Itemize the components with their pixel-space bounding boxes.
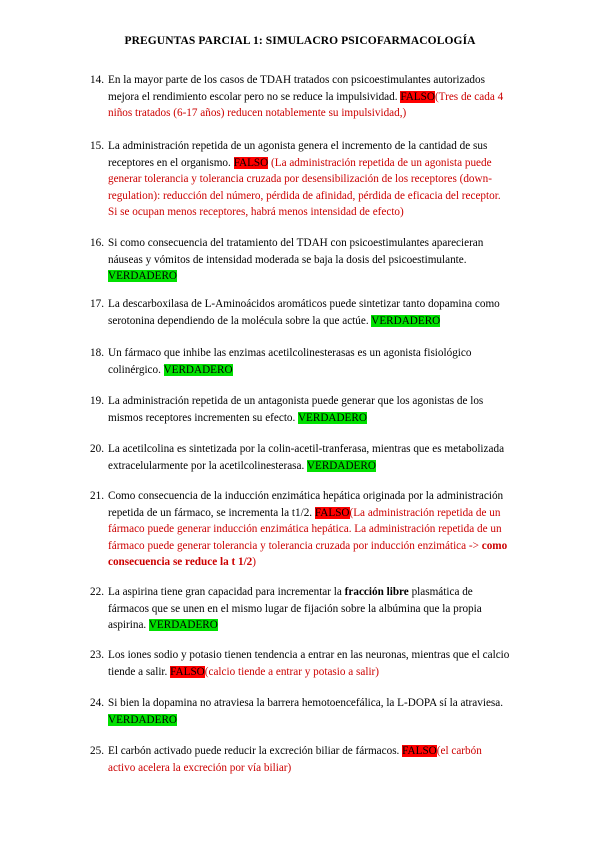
question-21	[90, 488, 510, 571]
question-25	[90, 743, 510, 776]
question-number: 18.	[90, 347, 104, 359]
explanation: (La administración repetida de un agonista puede generar tolerancia y tolerancia cruzada por desensibilización de los receptores (down-regulation): reducción del número, pérdida de afinidad, pérdida de eficacia del receptor. Si se ocupan menos receptores, habrá menos intensidad de efecto)	[108, 156, 501, 218]
question-number: 22.	[90, 586, 104, 598]
falso-badge: FALSO	[400, 90, 435, 103]
question-text: La administración repetida de un agonista genera el incremento de la cantidad de sus receptores en el organismo.	[108, 140, 488, 169]
question-text: La aspirina tiene gran capacidad para incrementar la	[108, 586, 342, 598]
verdadero-badge: VERDADERO	[297, 411, 367, 424]
verdadero-badge: VERDADERO	[148, 619, 218, 631]
question-text: El carbón activado puede reducir la excreción biliar de fármacos.	[108, 745, 400, 757]
question-14	[90, 72, 510, 122]
page-title: PREGUNTAS PARCIAL 1: SIMULACRO PSICOFARMACOLOGÍA	[124, 35, 476, 47]
verdadero-badge: VERDADERO	[108, 713, 177, 726]
question-number: 15.	[90, 140, 104, 152]
explanation: (calcio tiende a entrar y potasio a salir)	[204, 665, 380, 678]
question-text: Como consecuencia de la inducción enzimática hepática originada por la administración repetida de un fármaco, se incrementa la t1/2.	[108, 490, 504, 519]
question-text: Los iones sodio y potasio tienen tendencia a entrar en las neuronas, mientras que el calcio tiende a salir.	[108, 649, 510, 678]
question-text: La administración repetida de un antagonista puede generar que los agonistas de los mismos receptores incrementen su efecto.	[108, 395, 484, 424]
verdadero-badge: VERDADERO	[108, 270, 177, 282]
explanation-end: )	[252, 556, 257, 568]
question-number: 21.	[90, 490, 104, 502]
question-15	[90, 138, 510, 221]
question-number: 23.	[90, 649, 104, 661]
question-22	[90, 584, 510, 634]
question-23	[90, 647, 510, 680]
question-number: 17.	[90, 298, 104, 310]
question-20	[90, 441, 510, 474]
question-text-bold: fracción libre	[344, 586, 409, 598]
question-17	[90, 296, 510, 329]
question-text: La acetilcolina es sintetizada por la colin-acetil-tranferasa, mientras que es metabolizada extracelularmente por la acetilcolinesterasa.	[108, 443, 505, 472]
question-number: 16.	[90, 237, 104, 249]
question-text-cont: plasmática de fármacos que se unen en el mismo lugar de fijación sobre la albúmina que la propia aspirina.	[108, 586, 482, 631]
falso-badge: FALSO	[170, 665, 205, 678]
question-19	[90, 393, 510, 426]
verdadero-badge: VERDADERO	[163, 363, 233, 376]
verdadero-badge: VERDADERO	[306, 459, 376, 472]
question-number: 24.	[90, 697, 104, 709]
question-16	[90, 235, 510, 285]
question-number: 19.	[90, 395, 104, 407]
question-text: Si bien la dopamina no atraviesa la barrera hemotoencefálica, la L-DOPA sí la atraviesa.	[108, 697, 504, 709]
question-text: Un fármaco que inhibe las enzimas acetilcolinesterasas es un agonista fisiológico colinérgico.	[108, 347, 472, 376]
falso-badge: FALSO	[233, 156, 269, 169]
question-24	[90, 695, 510, 728]
explanation: (el carbón activo acelera la excreción por vía biliar)	[108, 745, 482, 774]
verdadero-badge: VERDADERO	[371, 314, 441, 327]
question-text: En la mayor parte de los casos de TDAH tratados con psicoestimulantes autorizados mejora el rendimiento escolar pero no se reduce la impulsividad.	[108, 74, 485, 103]
question-number: 20.	[90, 443, 104, 455]
falso-badge: FALSO	[402, 745, 437, 757]
explanation: (Tres de cada 4 niños tratados (6-17 años) reducen notablemente su impulsividad,)	[108, 90, 504, 119]
question-text: La descarboxilasa de L-Aminoácidos aromáticos puede sintetizar tanto dopamina como serotonina dependiendo de la molécula sobre la que actúe.	[108, 298, 500, 327]
question-text: Si como consecuencia del tratamiento del TDAH con psicoestimulantes aparecieran náuseas y vómitos de intensidad moderada se baja la dosis del psicoestimulante.	[108, 237, 484, 266]
explanation-bold: como consecuencia se reduce la t 1/2	[108, 539, 508, 568]
question-number: 14.	[90, 74, 104, 86]
question-number: 25.	[90, 745, 104, 757]
question-18	[90, 345, 510, 378]
explanation: (La administración repetida de un fármaco puede generar inducción enzimática hepática. La administración repetida de un fármaco puede generar tolerancia y tolerancia cruzada por inducción enzimática ->	[108, 506, 502, 552]
falso-badge: FALSO	[314, 506, 350, 519]
